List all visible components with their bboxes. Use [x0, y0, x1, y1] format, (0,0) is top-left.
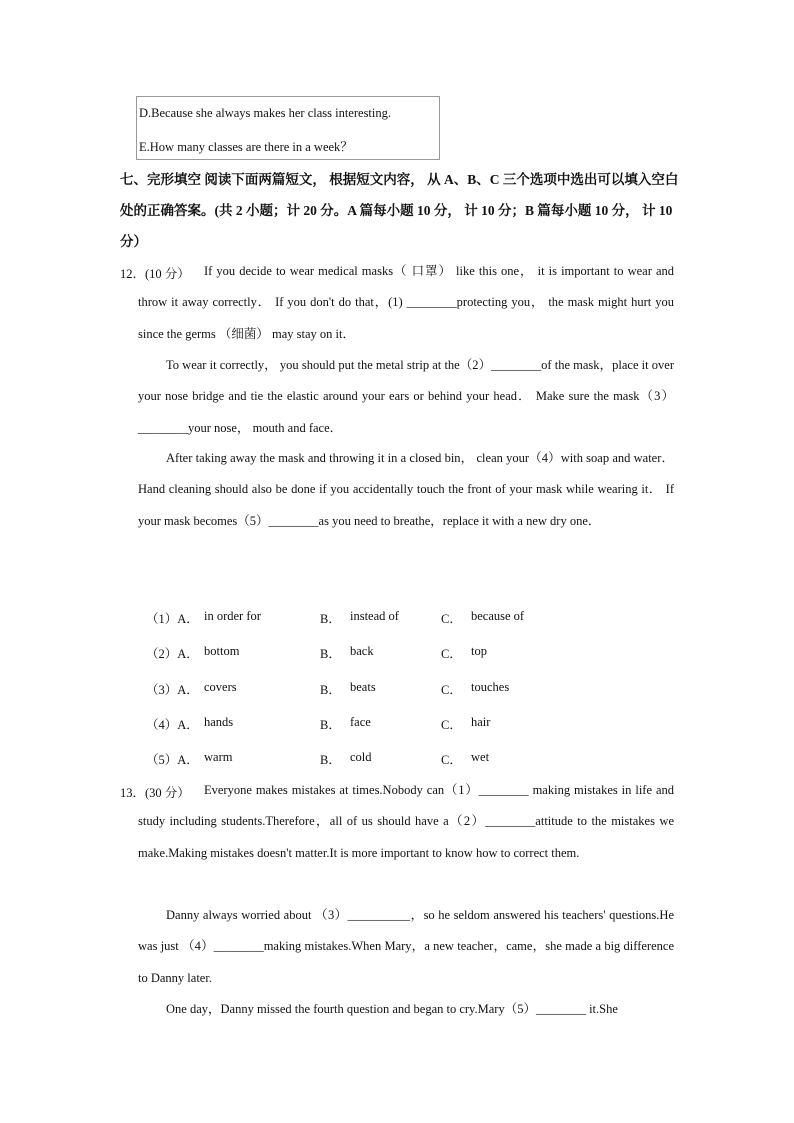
- option-a[interactable]: covers: [204, 680, 237, 694]
- option-c[interactable]: because of: [471, 609, 525, 623]
- option-a[interactable]: in order for: [204, 609, 261, 623]
- option-a[interactable]: hands: [204, 715, 234, 729]
- option-b-label: B．: [320, 647, 341, 661]
- question-12-number: 12．(10 分）: [120, 267, 190, 281]
- option-b-label: B．: [320, 718, 341, 732]
- option-c-label: C．: [441, 647, 462, 661]
- option-c-label: C．: [441, 612, 462, 626]
- q12-paragraph-1-text: If you decide to wear medical masks（ 口罩） like this one， it is important to wear and throw it away correctly． If you don't do that，(1) ________protecting you， the mask might hurt you since the germs （细菌） may stay on it．: [138, 264, 674, 341]
- option-c-label: C．: [441, 753, 462, 767]
- q12-paragraph-1: [138, 256, 674, 350]
- option-b[interactable]: instead of: [350, 609, 399, 623]
- option-number: （1）A．: [146, 612, 199, 626]
- option-b[interactable]: back: [350, 644, 374, 658]
- option-c[interactable]: hair: [471, 715, 491, 729]
- option-c-label: C．: [441, 683, 462, 697]
- q13-paragraph-1-text: Everyone makes mistakes at times.Nobody can（1）________ making mistakes in life and study including students.Therefore，all of us should have a（2）________attitude to the mistakes we make.Making mistakes doesn't matter.It is more important to know how to correct them.: [138, 783, 674, 860]
- q13-paragraph-2: Danny always worried about （3）__________，so he seldom answered his teachers' questions.He was just （4）________making mistakes.When Mary，a new teacher，came，she made a big difference to Danny later.: [138, 908, 674, 985]
- option-b[interactable]: cold: [350, 750, 372, 764]
- option-number: （2）A．: [146, 647, 199, 661]
- option-a[interactable]: bottom: [204, 644, 240, 658]
- option-e: E.How many classes are there in a week？: [139, 140, 353, 154]
- option-b-label: B．: [320, 612, 341, 626]
- option-b-label: B．: [320, 683, 341, 697]
- option-b-label: B．: [320, 753, 341, 767]
- option-a[interactable]: warm: [204, 750, 233, 764]
- option-b[interactable]: face: [350, 715, 371, 729]
- q13-paragraph-1: [138, 775, 674, 869]
- q13-paragraph-3: One day，Danny missed the fourth question and began to cry.Mary（5）________ it.She: [166, 1002, 618, 1016]
- option-d: D.Because she always makes her class interesting.: [139, 106, 392, 120]
- question-13-number: 13．(30 分）: [120, 786, 190, 800]
- option-c[interactable]: top: [471, 644, 487, 658]
- option-c-label: C．: [441, 718, 462, 732]
- options-box: [136, 96, 440, 160]
- option-number: （5）A．: [146, 753, 199, 767]
- option-c[interactable]: wet: [471, 750, 490, 764]
- option-number: （3）A．: [146, 683, 199, 697]
- option-b[interactable]: beats: [350, 680, 376, 694]
- section-heading: 七、完形填空 阅读下面两篇短文， 根据短文内容， 从 A、B、C 三个选项中选出可以填入空白处的正确答案。(共 2 小题；计 20 分。A 篇每小题 10 分， 计 10 分；B 篇每小题 10 分， 计 10 分）: [120, 172, 679, 249]
- q12-paragraph-2: To wear it correctly， you should put the metal strip at the（2）________of the mask，place it over your nose bridge and tie the elastic around your ears or behind your head． Make sure the mask（3）________your nose， mouth and face．: [138, 358, 674, 435]
- option-number: （4）A．: [146, 718, 199, 732]
- option-c[interactable]: touches: [471, 680, 510, 694]
- q12-paragraph-3: After taking away the mask and throwing it in a closed bin， clean your（4）with soap and water． Hand cleaning should also be done if you accidentally touch the front of your mask while wearing it． If your mask becomes（5）________as you need to breathe，replace it with a new dry one．: [138, 451, 674, 528]
